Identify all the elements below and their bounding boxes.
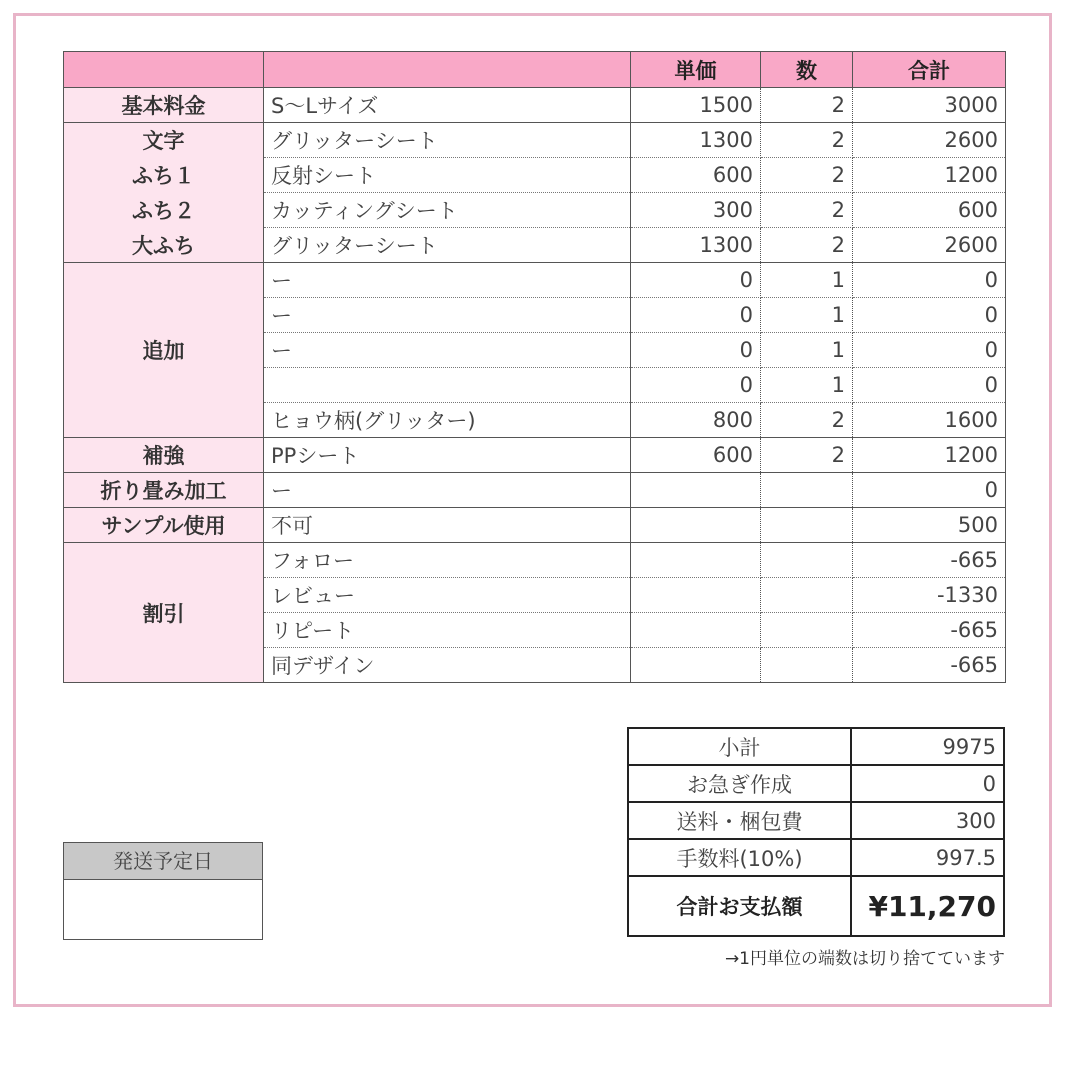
table-row (64, 123, 1006, 158)
line-total: 500 (853, 508, 1006, 543)
quantity (761, 578, 853, 613)
summary-label: 小計 (628, 728, 851, 765)
summary-table (627, 727, 1005, 937)
item-label: ー (264, 263, 631, 298)
item-label: 不可 (264, 508, 631, 543)
unit-price (631, 613, 761, 648)
quantity (761, 473, 853, 508)
item-label: 反射シート (264, 158, 631, 193)
item-label: レビュー (264, 578, 631, 613)
unit-price (631, 578, 761, 613)
unit-price (631, 543, 761, 578)
unit-price: 1500 (631, 88, 761, 123)
line-total: 0 (853, 333, 1006, 368)
category-label: 割引 (64, 543, 264, 683)
item-label: ヒョウ柄(グリッター) (264, 403, 631, 438)
summary-value: 0 (851, 765, 1004, 802)
quantity: 2 (761, 438, 853, 473)
line-total: 0 (853, 298, 1006, 333)
line-total: 0 (853, 368, 1006, 403)
table-row (64, 193, 1006, 228)
table-row (64, 228, 1006, 263)
summary-label: 手数料(10%) (628, 839, 851, 876)
shipping-date-box (63, 842, 263, 940)
unit-price: 0 (631, 263, 761, 298)
summary-value: 9975 (851, 728, 1004, 765)
table-row (64, 473, 1006, 508)
grand-total-value: ¥11,270 (851, 876, 1004, 936)
line-total: 0 (853, 473, 1006, 508)
quantity: 1 (761, 333, 853, 368)
line-total: 2600 (853, 228, 1006, 263)
summary-value: 997.5 (851, 839, 1004, 876)
unit-price: 300 (631, 193, 761, 228)
category-label: 大ふち (64, 228, 264, 263)
item-label: 同デザイン (264, 648, 631, 683)
unit-price: 0 (631, 298, 761, 333)
line-total: -1330 (853, 578, 1006, 613)
header-category (64, 52, 264, 88)
quantity: 2 (761, 228, 853, 263)
quantity (761, 648, 853, 683)
item-label: S〜Lサイズ (264, 88, 631, 123)
item-label: グリッターシート (264, 123, 631, 158)
shipping-date-value (64, 880, 262, 940)
summary-value: 300 (851, 802, 1004, 839)
line-total: -665 (853, 613, 1006, 648)
rounding-note: →1円単位の端数は切り捨てています (724, 949, 1005, 969)
category-label: サンプル使用 (64, 508, 264, 543)
unit-price: 0 (631, 368, 761, 403)
quantity: 1 (761, 368, 853, 403)
unit-price: 1300 (631, 228, 761, 263)
quantity (761, 543, 853, 578)
unit-price: 1300 (631, 123, 761, 158)
category-label: 補強 (64, 438, 264, 473)
unit-price (631, 473, 761, 508)
category-label: 文字 (64, 123, 264, 158)
table-row (64, 88, 1006, 123)
quantity: 2 (761, 158, 853, 193)
shipping-date-label: 発送予定日 (64, 843, 262, 880)
line-total: 600 (853, 193, 1006, 228)
header-total: 合計 (853, 52, 1006, 88)
table-row (64, 263, 1006, 298)
summary-label: お急ぎ作成 (628, 765, 851, 802)
summary-row-grand-total (628, 876, 1004, 936)
category-label: ふち２ (64, 193, 264, 228)
item-label: PPシート (264, 438, 631, 473)
category-label: 基本料金 (64, 88, 264, 123)
item-label: カッティングシート (264, 193, 631, 228)
header-price: 単価 (631, 52, 761, 88)
category-label: 追加 (64, 263, 264, 438)
item-label (264, 368, 631, 403)
summary-row-subtotal (628, 728, 1004, 765)
header-qty: 数 (761, 52, 853, 88)
category-label: ふち１ (64, 158, 264, 193)
summary-row-express (628, 765, 1004, 802)
line-total: 0 (853, 263, 1006, 298)
summary-label: 送料・梱包費 (628, 802, 851, 839)
line-total: 1600 (853, 403, 1006, 438)
table-row (64, 158, 1006, 193)
unit-price: 600 (631, 438, 761, 473)
category-label: 折り畳み加工 (64, 473, 264, 508)
unit-price: 0 (631, 333, 761, 368)
table-row (64, 438, 1006, 473)
line-total: 1200 (853, 438, 1006, 473)
line-total: 3000 (853, 88, 1006, 123)
line-total: 2600 (853, 123, 1006, 158)
estimate-table (63, 51, 1006, 683)
table-row (64, 508, 1006, 543)
table-row (64, 543, 1006, 578)
grand-total-label: 合計お支払額 (628, 876, 851, 936)
line-total: -665 (853, 543, 1006, 578)
quantity: 2 (761, 403, 853, 438)
unit-price (631, 648, 761, 683)
unit-price: 800 (631, 403, 761, 438)
item-label: リピート (264, 613, 631, 648)
quantity: 1 (761, 263, 853, 298)
item-label: ー (264, 473, 631, 508)
table-header-row (64, 52, 1006, 88)
item-label: ー (264, 298, 631, 333)
summary-row-fee (628, 839, 1004, 876)
item-label: ー (264, 333, 631, 368)
header-item (264, 52, 631, 88)
summary-row-shipping (628, 802, 1004, 839)
unit-price: 600 (631, 158, 761, 193)
line-total: -665 (853, 648, 1006, 683)
quantity: 1 (761, 298, 853, 333)
quantity: 2 (761, 123, 853, 158)
unit-price (631, 508, 761, 543)
quantity (761, 508, 853, 543)
item-label: フォロー (264, 543, 631, 578)
quantity: 2 (761, 88, 853, 123)
quantity: 2 (761, 193, 853, 228)
line-total: 1200 (853, 158, 1006, 193)
item-label: グリッターシート (264, 228, 631, 263)
quantity (761, 613, 853, 648)
